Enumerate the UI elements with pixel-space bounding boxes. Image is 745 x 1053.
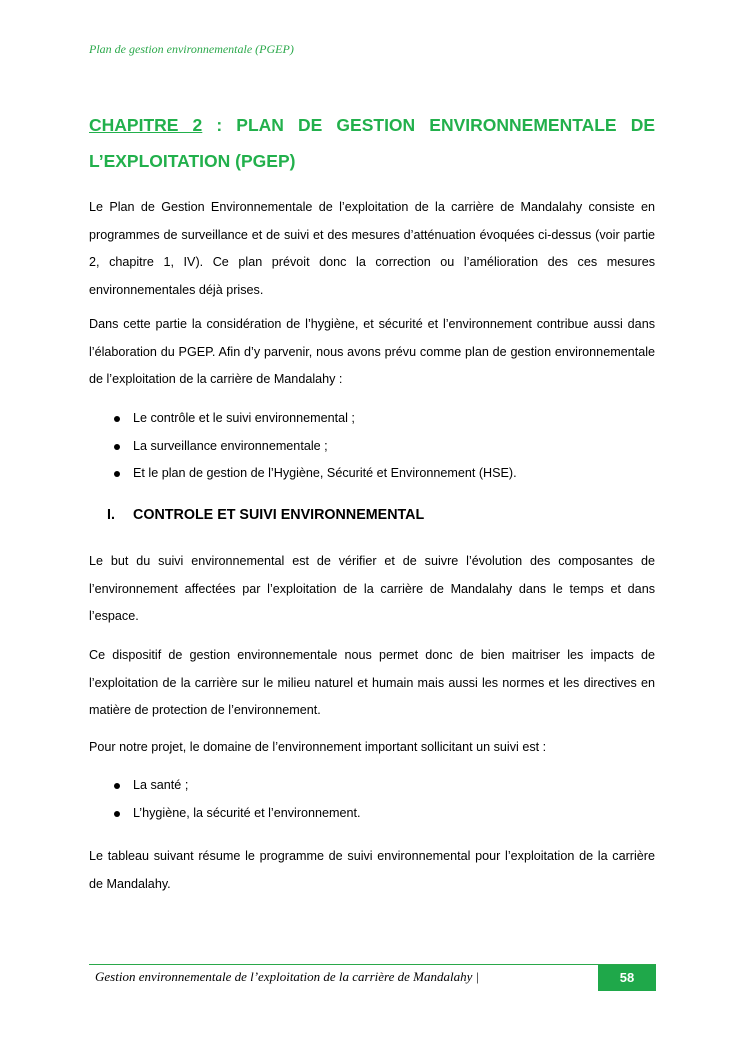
chapter-label: CHAPITRE 2 (89, 115, 203, 135)
list-item: Et le plan de gestion de l’Hygiène, Sécurité et Environnement (HSE). (89, 460, 655, 488)
bullet-icon (114, 471, 120, 477)
chapter-title: : PLAN DE GESTION ENVIRONNEMENTALE DE L’EXPLOITATION (PGEP) (89, 115, 655, 171)
section-paragraph-1: Le but du suivi environnemental est de vérifier et de suivre l’évolution des composantes de l’environnement affectées par l’exploitation de la carrière de Mandalahy dans le temps et dans l’espace. (89, 554, 655, 623)
section-bullet-list (89, 772, 655, 827)
section-paragraph-4: Le tableau suivant résume le programme de suivi environnemental pour l’exploitation de la carrière de Mandalahy. (89, 849, 655, 891)
section-number: I. (107, 507, 115, 523)
list-item: L’hygiène, la sécurité et l’environnement. (89, 800, 655, 828)
intro-paragraph-2: Dans cette partie la considération de l’hygiène, et sécurité et l’environnement contribue aussi dans l’élaboration du PGEP. Afin d’y parvenir, nous avons prévu comme plan de gestion environnementale de l’exploitation de la carrière de Mandalahy : (89, 317, 655, 386)
bullet-icon (114, 811, 120, 817)
list-item: Le contrôle et le suivi environnemental ; (89, 405, 655, 433)
page-number: 58 (598, 965, 656, 991)
chapter-heading (89, 107, 655, 179)
bullet-icon (114, 444, 120, 450)
list-item: La surveillance environnementale ; (89, 433, 655, 461)
section-heading (107, 507, 424, 523)
section-paragraph-2: Ce dispositif de gestion environnementale nous permet donc de bien maitriser les impacts de l’exploitation de la carrière sur le milieu naturel et humain mais aussi les normes et les directives en matière de protection de l’environnement. (89, 648, 655, 717)
footer-divider (89, 964, 656, 965)
intro-bullet-list (89, 405, 655, 488)
footer-text: Gestion environnementale de l’exploitation de la carrière de Mandalahy | (95, 969, 480, 984)
section-paragraph-3: Pour notre projet, le domaine de l’environnement important sollicitant un suivi est : (89, 740, 547, 754)
bullet-icon (114, 783, 120, 789)
running-header: Plan de gestion environnementale (PGEP) (89, 42, 294, 56)
bullet-icon (114, 416, 120, 422)
list-item: La santé ; (89, 772, 655, 800)
intro-paragraph-1: Le Plan de Gestion Environnementale de l’exploitation de la carrière de Mandalahy consiste en programmes de surveillance et de suivi et des mesures d’atténuation évoquées ci-dessus (voir partie 2, chapitre 1, IV). Ce plan prévoit donc la correction ou l’amélioration des ces mesures environnementales déjà prises. (89, 200, 655, 297)
section-title: CONTROLE ET SUIVI ENVIRONNEMENTAL (133, 507, 425, 523)
